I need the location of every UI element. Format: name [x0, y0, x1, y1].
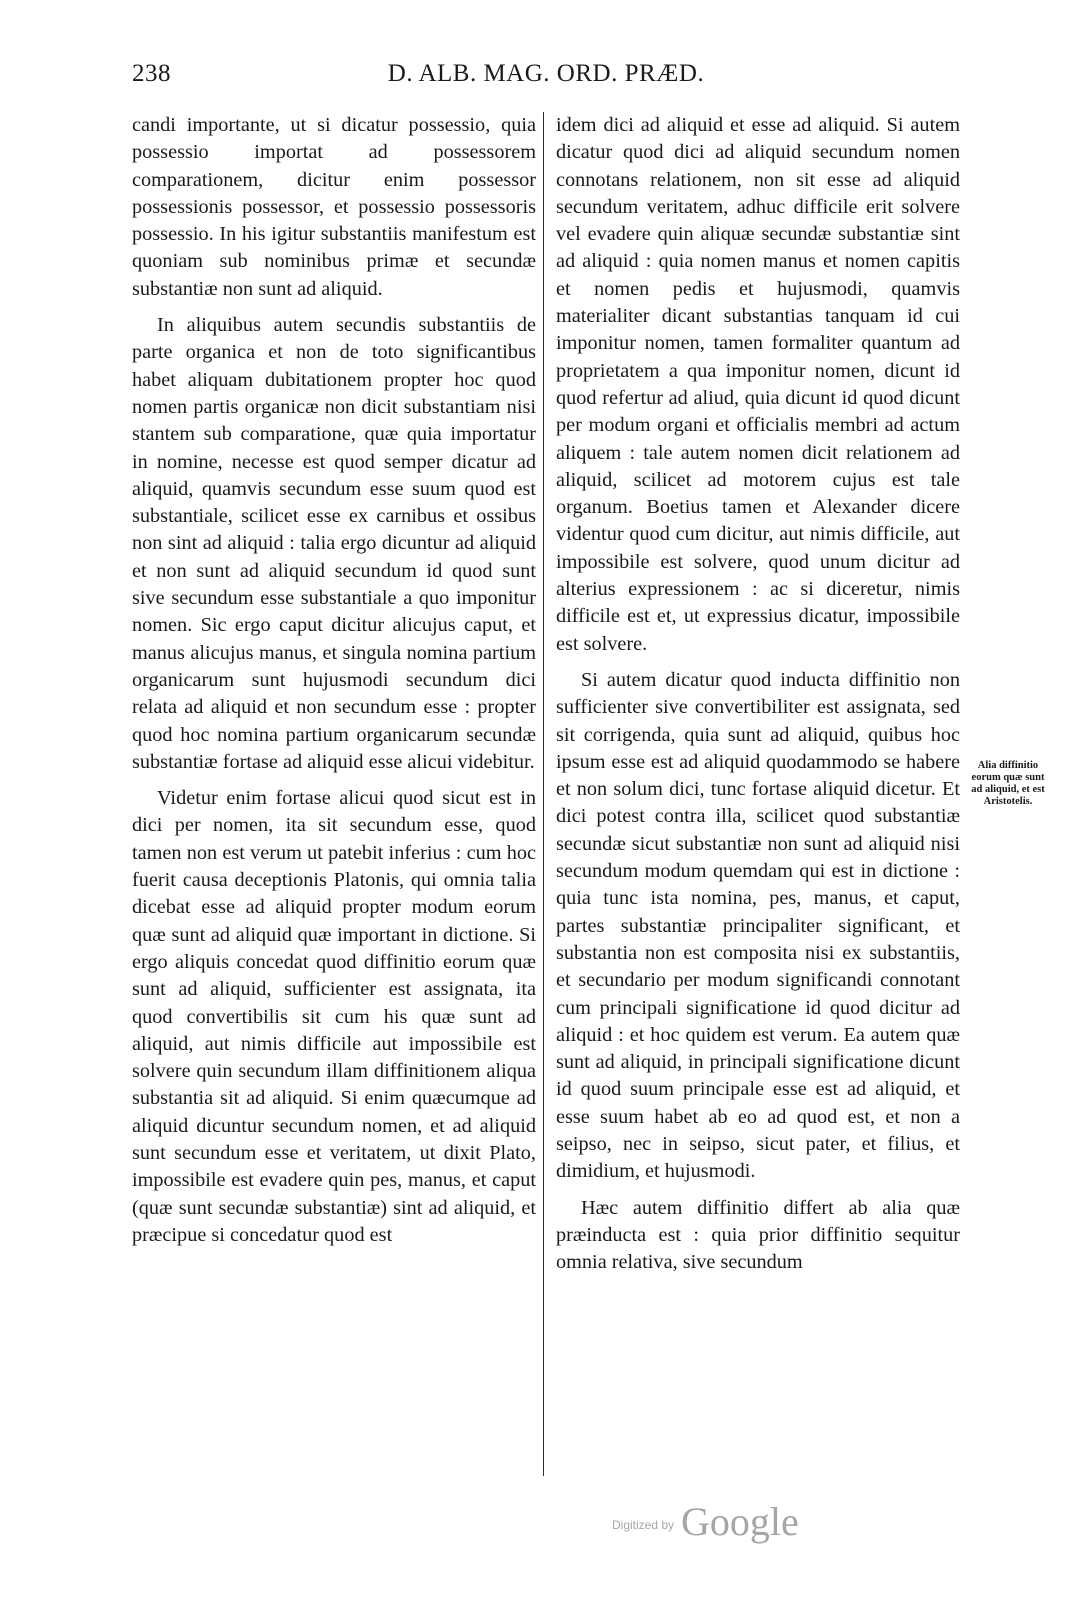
paragraph: candi importante, ut si dicatur possessio, quia possessio importat ad possessorem comparationem, dicitur enim possessor possessionis possessor, et possessio possessoris possessio. In his igitur substantiis manifestum est quoniam sub nominibus primæ et secundæ substantiæ non sunt ad aliquid. — [132, 114, 536, 300]
column-divider — [543, 112, 544, 1476]
page-header — [132, 60, 960, 96]
paragraph: In aliquibus autem secundis substantiis de parte organica et non de toto significantibus habet aliquam dubitationem propter hoc quod nomen partis organicæ non dicit substantiam nisi stantem sub comparatione, quæ quia importatur in nomine, necesse est quod semper dicatur ad aliquid, quamvis secundum esse suum quod est substantiale, scilicet esse ex carnibus et ossibus non sint ad aliquid : talia ergo dicuntur ad aliquid et non sunt ad aliquid secundum id quod sunt sive secundum esse substantiale a quo imponitur nomen. Sic ergo caput dicitur alicujus caput, et manus alicujus manus, et singula nomina partium organicarum sunt hujusmodi secundum dici relata ad aliquid et non secundum esse : propter quod hoc nomina partium organicarum secundæ substantiæ fortase ad aliquid esse alicui videbitur. — [132, 314, 536, 773]
margin-note: Alia diffinitio eorum quæ sunt ad aliquid, et est Aristotelis. — [971, 760, 1045, 807]
right-column — [556, 112, 960, 1276]
left-column — [132, 112, 536, 1249]
digitization-watermark — [612, 1498, 842, 1548]
running-title: D. ALB. MAG. ORD. PRÆD. — [387, 60, 705, 87]
paragraph: Si autem dicatur quod inducta diffinitio non sufficienter sive convertibiliter est assignata, sed sit corrigenda, quia sunt ad aliquid, quibus hoc ipsum esse est ad aliquid quodammodo se habere et non solum dici, tunc fortase aliquid dicetur. Et dici potest contra illa, scilicet quod substantiæ secundæ sicut substantiæ non sunt ad aliquid nisi secundum modum quemdam qui est in dictione : quia tunc ista nomina, pes, manus, et caput, partes substantiæ principaliter significant, et substantia non est composita nisi ex substantiis, et secundario per modum significandi connotant cum principali significatione id quod dicitur ad aliquid : et hoc quidem est verum. Ea autem quæ sunt ad aliquid, in principali significatione dicunt id quod suum principale esse est ad aliquid, et esse suum habet ab eo ad quod est, et non a seipso, nec in seipso, sicut pater, et filius, et dimidium, et hujusmodi. — [556, 668, 960, 1183]
page-number: 238 — [132, 60, 171, 87]
digitized-by-label: Digitized by — [612, 1518, 675, 1532]
paragraph: Hæc autem diffinitio differt ab alia quæ præinducta est : quia prior diffinitio sequitur omnia relativa, sive secundum — [556, 1196, 960, 1274]
google-logo-text: Google — [681, 1499, 799, 1544]
paragraph: idem dici ad aliquid et esse ad aliquid. Si autem dicatur quod dici ad aliquid secundum nomen connotans relationem, non sit esse ad aliquid secundum veritatem, adhuc difficile erit solvere vel evadere quin aliquæ secundæ substantiæ sint ad aliquid : quia nomen manus et nomen capitis et nomen pedis et hujusmodi, quamvis materialiter dicant substantias tanquam id cui imponitur nomen, tamen formaliter quantum ad proprietatem a qua imponitur nomen, dicunt id quod refertur ad aliud, quia dicunt id quod dicunt per modum organi et officialis membri ad actum aliquem : tale autem nomen dicit relationem ad aliquid, scilicet ad motorem cujus est tale organum. Boetius tamen et Alexander dicere videntur quod cum dicitur, aut nimis difficile, aut impossibile est solvere, quod unum dicitur ad alterius expressionem : ac si diceretur, nimis difficile est et, ut expressius dicatur, impossibile est solvere. — [556, 114, 960, 655]
paragraph: Videtur enim fortase alicui quod sicut est in dici per nomen, ita sit secundum esse, quod tamen non est verum ut patebit inferius : cum hoc fuerit causa deceptionis Platonis, qui omnia talia dicebat esse ad aliquid propter modum eorum quæ sunt ad aliquid quæ important in dictione. Si ergo aliquis concedat quod diffinitio eorum quæ sunt ad aliquid, sufficienter est assignata, ita quod convertibilis sit cum his quæ sunt ad aliquid, aut nimis difficile aut impossibile est solvere quin secundum illam diffinitionem aliqua substantia sit ad aliquid. Si enim quæcumque ad aliquid dicuntur secundum nomen, et ad aliquid sunt secundum esse et veritatem, ut dixit Plato, impossibile est evadere quin pes, manus, et caput (quæ sunt secundæ substantiæ) sint ad aliquid, et præcipue si concedatur quod est — [132, 787, 536, 1246]
